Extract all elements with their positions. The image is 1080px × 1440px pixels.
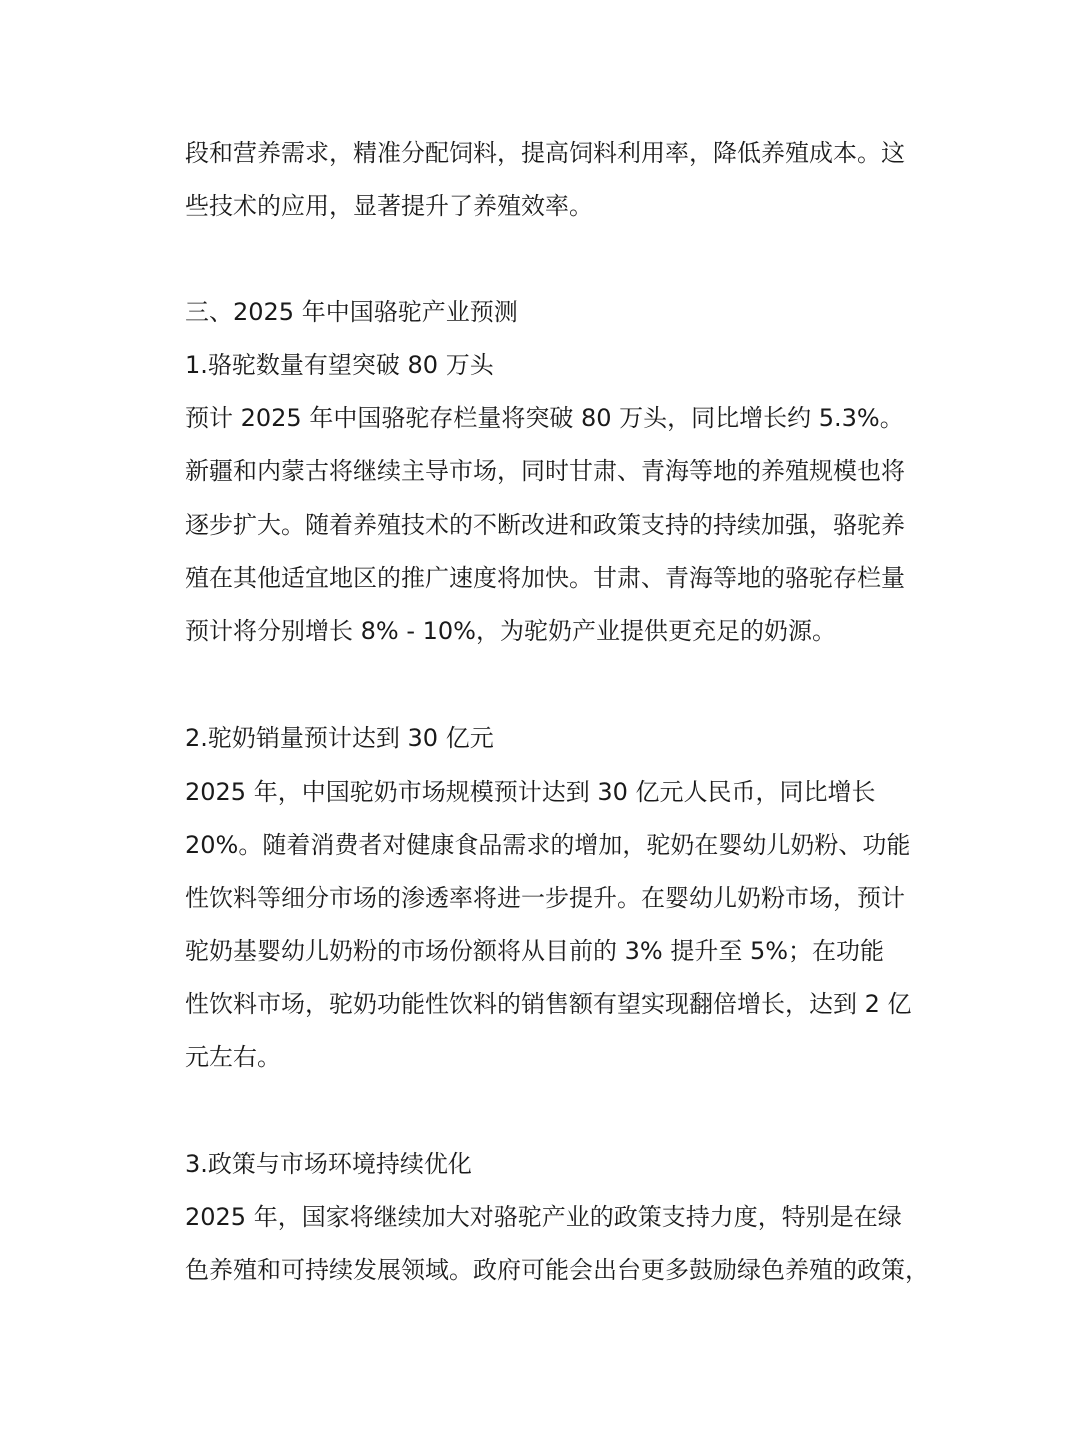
paragraph-line: 殖在其他适宜地区的推广速度将加快。甘肃、青海等地的骆驼存栏量 xyxy=(185,564,905,592)
paragraph-line: 些技术的应用，显著提升了养殖效率。 xyxy=(185,192,593,220)
subsection-heading: 3.政策与市场环境持续优化 xyxy=(185,1150,472,1178)
paragraph-line: 元左右。 xyxy=(185,1043,281,1071)
paragraph-line: 预计将分别增长 8% - 10%，为驼奶产业提供更充足的奶源。 xyxy=(185,617,836,645)
paragraph-line: 性饮料等细分市场的渗透率将进一步提升。在婴幼儿奶粉市场，预计 xyxy=(185,884,905,912)
paragraph-line: 驼奶基婴幼儿奶粉的市场份额将从目前的 3% 提升至 5%；在功能 xyxy=(185,937,885,965)
paragraph-line: 预计 2025 年中国骆驼存栏量将突破 80 万头，同比增长约 5.3%。 xyxy=(185,404,904,432)
paragraph-line: 20%。随着消费者对健康食品需求的增加，驼奶在婴幼儿奶粉、功能 xyxy=(185,831,911,859)
paragraph-line: 逐步扩大。随着养殖技术的不断改进和政策支持的持续加强，骆驼养 xyxy=(185,511,905,539)
subsection-heading: 2.驼奶销量预计达到 30 亿元 xyxy=(185,724,494,752)
paragraph-line: 新疆和内蒙古将继续主导市场，同时甘肃、青海等地的养殖规模也将 xyxy=(185,457,905,485)
paragraph-line: 性饮料市场，驼奶功能性饮料的销售额有望实现翻倍增长，达到 2 亿 xyxy=(185,990,912,1018)
paragraph-line: 色养殖和可持续发展领域。政府可能会出台更多鼓励绿色养殖的政策， xyxy=(185,1256,929,1284)
paragraph-line: 2025 年，中国驼奶市场规模预计达到 30 亿元人民币，同比增长 xyxy=(185,778,876,806)
paragraph-line: 段和营养需求，精准分配饲料，提高饲料利用率，降低养殖成本。这 xyxy=(185,139,905,167)
subsection-heading: 1.骆驼数量有望突破 80 万头 xyxy=(185,351,494,379)
section-heading: 三、2025 年中国骆驼产业预测 xyxy=(185,298,518,326)
paragraph-line: 2025 年，国家将继续加大对骆驼产业的政策支持力度，特别是在绿 xyxy=(185,1203,902,1231)
